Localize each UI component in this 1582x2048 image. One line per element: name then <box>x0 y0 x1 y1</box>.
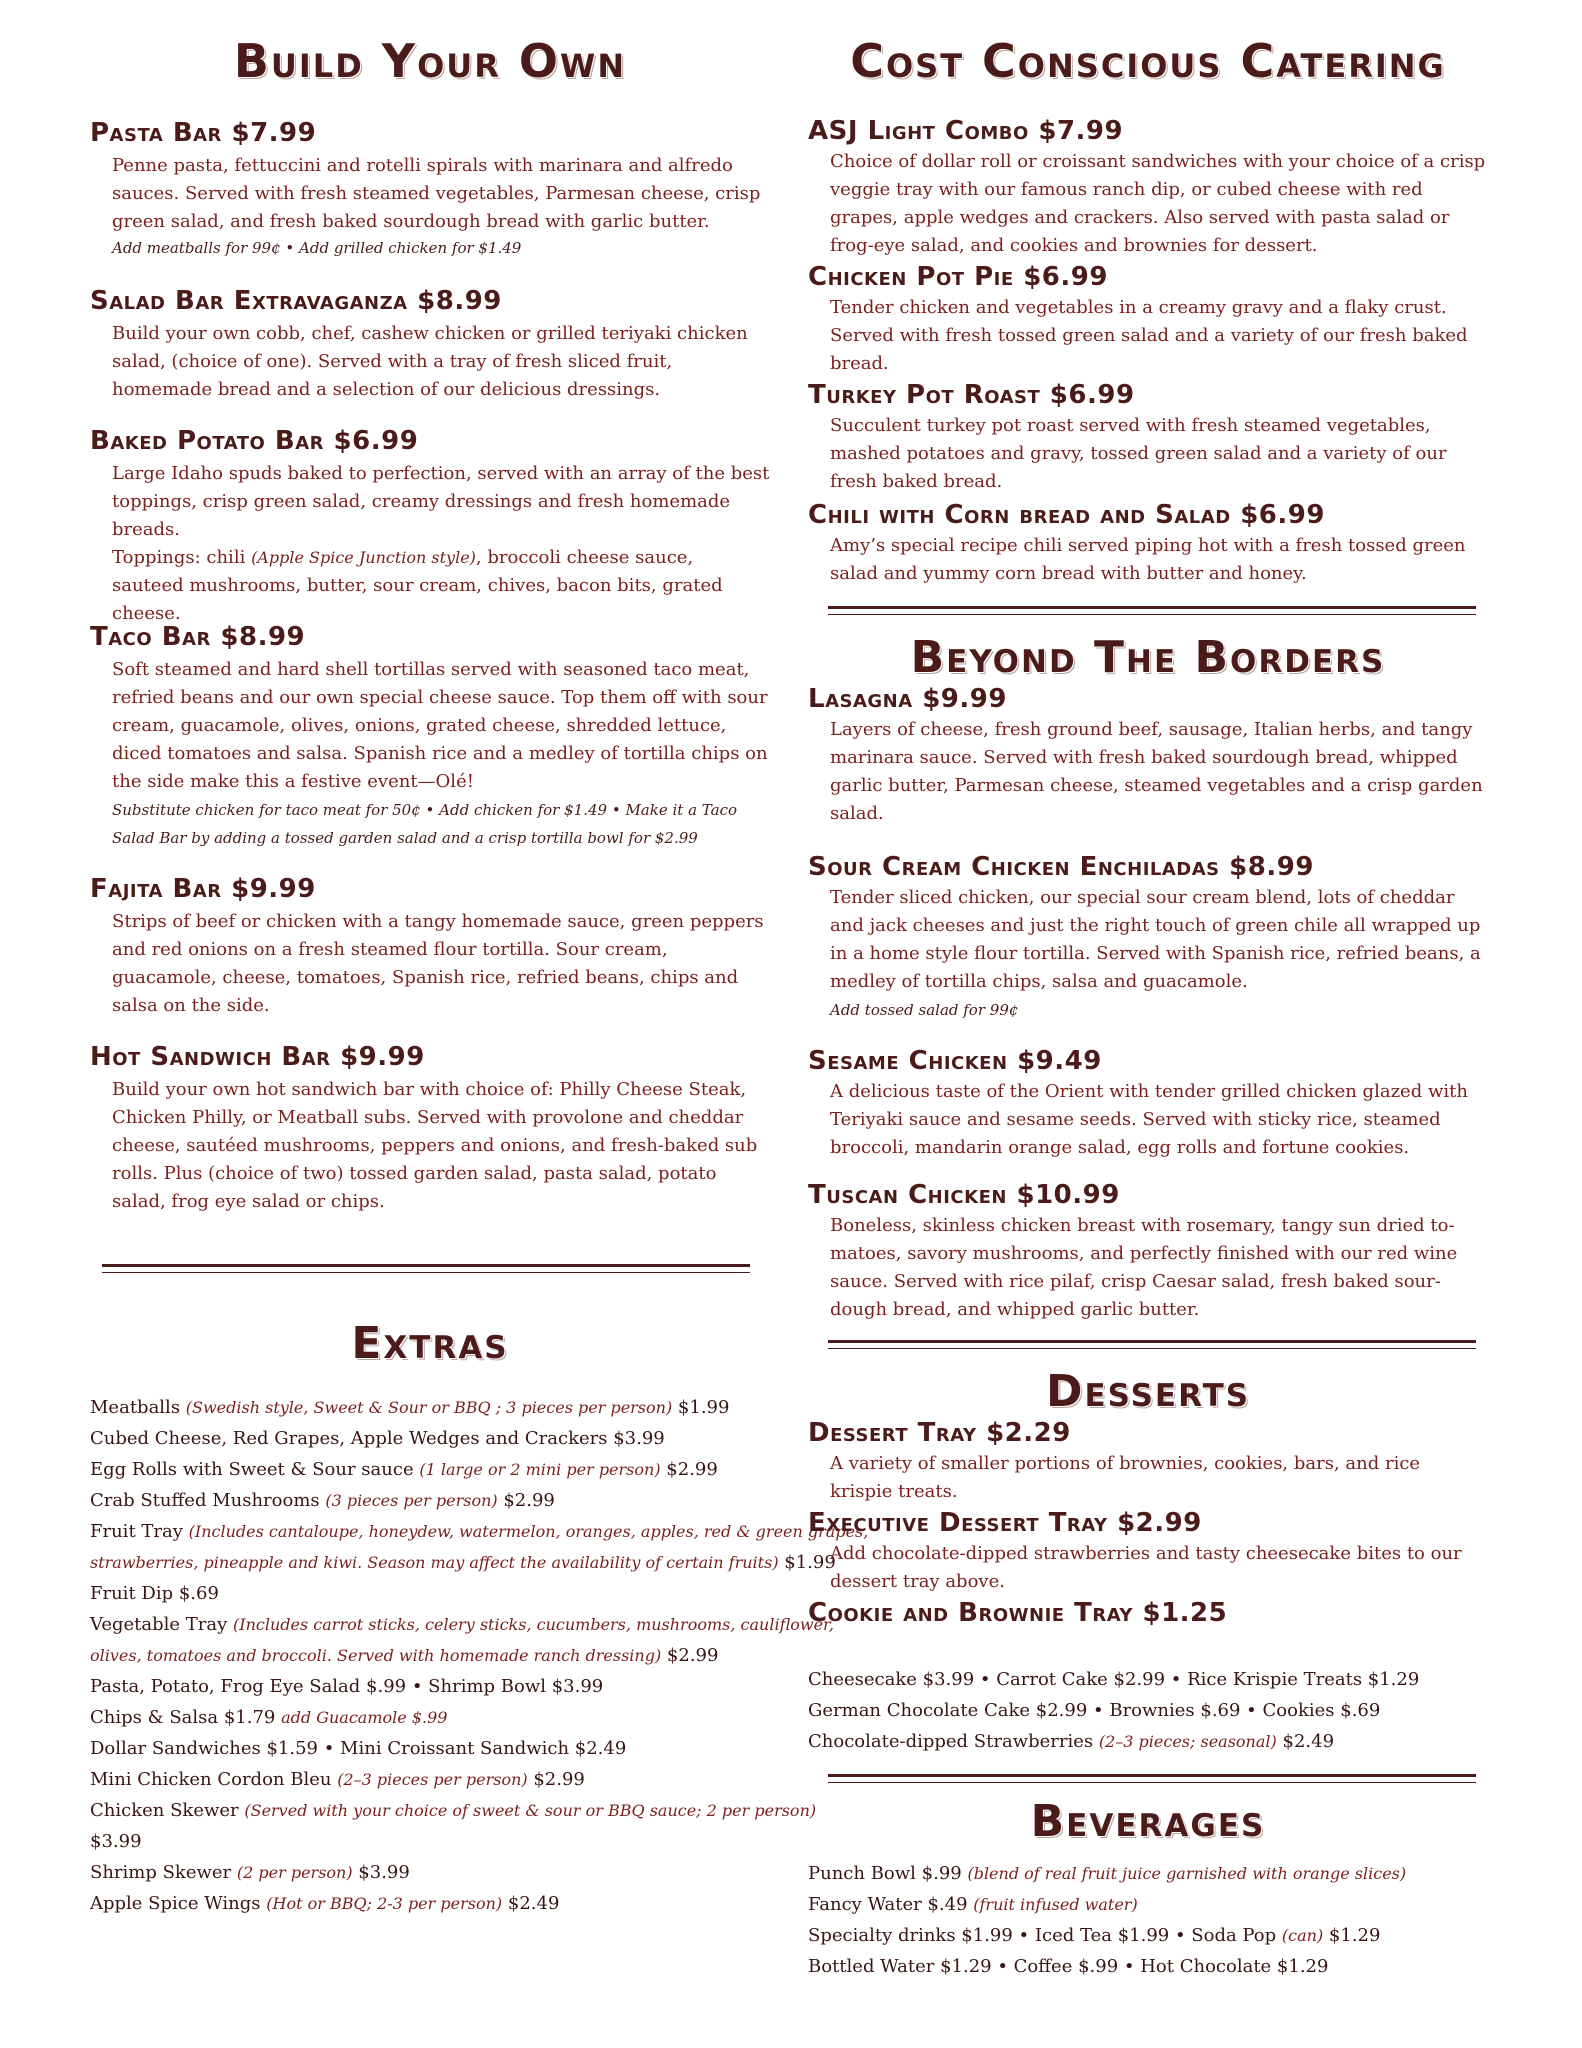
extras-line <box>90 1857 780 1888</box>
item-description: Layers of cheese, fresh ground beef, sausage, Italian herbs, and tangy marinara sauce. Served with fresh baked sourdough bread, whipped garlic butter, Parmesan cheese, steamed vegetables and a crisp garden salad. <box>830 719 1483 824</box>
line-note: (3 pieces per person) <box>325 1491 498 1510</box>
line-text: Fruit Dip $.69 <box>90 1583 219 1604</box>
line-note: (2 per person) <box>236 1863 353 1882</box>
item-title: Cookie and Brownie Tray $1.25 <box>808 1598 1228 1628</box>
line-note: (1 large or 2 mini per person) <box>419 1460 661 1479</box>
item-description: Soft steamed and hard shell tortillas served with seasoned taco meat, refried beans and our own special cheese sauce. Top them off with sour cream, guacamole, olives, onions, grated cheese, shredded lettuce, diced tomatoes and salsa. Spanish rice and a medley of tortilla chips on the side make this a festive event—Olé! <box>112 659 768 792</box>
line-price: $3.99 <box>352 1862 410 1883</box>
line-text: Egg Rolls with Sweet & Sour sauce <box>90 1459 420 1480</box>
line-text: Dollar Sandwiches $1.59 • Mini Croissant Sandwich $2.49 <box>90 1738 627 1759</box>
section-divider <box>828 1340 1476 1349</box>
item-description: Tender chicken and vegetables in a creamy gravy and a flaky crust. Served with fresh tossed green salad and a variety of our fresh baked bread. <box>830 297 1468 374</box>
item-description: A delicious taste of the Orient with tender grilled chicken glazed with Teriyaki sauce and sesame seeds. Served with sticky rice, steamed broccoli, mandarin orange salad, egg rolls and fortune cookies. <box>830 1081 1468 1158</box>
line-text: Punch Bowl $.99 <box>808 1863 968 1884</box>
line-text: Cubed Cheese, Red Grapes, Apple Wedges and Crackers $3.99 <box>90 1428 665 1449</box>
beverage-line <box>808 1951 1498 1982</box>
item-title: ASJ Light Combo $7.99 <box>808 116 1124 146</box>
line-price: $2.99 <box>661 1645 719 1666</box>
extras-line <box>90 1485 780 1516</box>
line-note: (Served with your choice of sweet & sour or BBQ sauce; 2 per person) <box>244 1801 817 1820</box>
menu-item-cookie-brownie-tray <box>808 1598 1488 1628</box>
extras-line <box>90 1764 780 1795</box>
extras-line <box>90 1516 869 1547</box>
menu-item-baked-potato-bar <box>90 426 770 628</box>
item-title: Baked Potato Bar $6.99 <box>90 426 419 456</box>
item-description: Large Idaho spuds baked to perfection, served with an array of the best toppings, crisp green salad, creamy dressings and fresh homemade breads. <box>112 463 770 540</box>
menu-item-fajita-bar <box>90 874 770 1020</box>
toppings-style-note: (Apple Spice Junction style) <box>251 548 476 567</box>
section-divider <box>102 1264 750 1273</box>
item-description: Boneless, skinless chicken breast with rosemary, tangy sun dried to-matoes, savory mushrooms, and perfectly finished with our red wine sauce. Served with rice pilaf, crisp Caesar salad, fresh baked sour-dough bread, and whipped garlic butter. <box>830 1215 1458 1320</box>
extras-line <box>90 1733 780 1764</box>
menu-item-tuscan-chicken <box>808 1180 1488 1324</box>
menu-item-dessert-tray <box>808 1418 1488 1506</box>
toppings-label: Toppings: chili <box>112 547 252 568</box>
line-text: Meatballs <box>90 1397 186 1418</box>
extras-line <box>90 1671 780 1702</box>
item-description: Penne pasta, fettuccini and rotelli spirals with marinara and alfredo sauces. Served with fresh steamed vegetables, Parmesan cheese, crisp green salad, and fresh baked sourdough bread with garlic butter. <box>112 155 761 232</box>
line-note: (2–3 pieces; seasonal) <box>1098 1732 1277 1751</box>
beverage-line <box>808 1889 1498 1920</box>
item-title: Fajita Bar $9.99 <box>90 874 316 904</box>
dessert-line <box>808 1695 1498 1726</box>
line-note: olives, tomatoes and broccoli. Served with homemade ranch dressing) <box>90 1646 662 1665</box>
item-title: Dessert Tray $2.29 <box>808 1418 1071 1448</box>
menu-item-executive-dessert-tray <box>808 1508 1488 1596</box>
extras-line <box>90 1423 780 1454</box>
item-note: Add meatballs for 99¢ • Add grilled chicken for $1.49 <box>112 239 522 257</box>
line-price: $2.99 <box>497 1490 555 1511</box>
item-description: A variety of smaller portions of brownies, cookies, bars, and rice krispie treats. <box>830 1453 1421 1502</box>
menu-item-asj-light-combo <box>808 116 1488 260</box>
item-title: Lasagna $9.99 <box>808 684 1007 714</box>
beyond-the-borders-heading: Beyond The Borders <box>910 632 1386 683</box>
item-description: Amy’s special recipe chili served piping hot with a fresh tossed green salad and yummy corn bread with butter and honey. <box>830 535 1466 584</box>
item-description: Build your own cobb, chef, cashew chicken or grilled teriyaki chicken salad, (choice of one). Served with a tray of fresh sliced fruit, homemade bread and a selection of our delicious dressings. <box>112 323 748 400</box>
beverage-line <box>808 1920 1498 1951</box>
line-text: Fruit Tray <box>90 1521 189 1542</box>
item-title: Chili with Corn bread and Salad $6.99 <box>808 500 1325 530</box>
menu-item-lasagna <box>808 684 1488 828</box>
extras-line <box>90 1454 780 1485</box>
extras-line <box>90 1795 817 1826</box>
item-title: Tuscan Chicken $10.99 <box>808 1180 1120 1210</box>
line-note: (blend of real fruit juice garnished with orange slices) <box>967 1864 1407 1883</box>
cost-conscious-heading: Cost Conscious Catering <box>850 34 1446 88</box>
extras-heading: Extras <box>351 1318 509 1369</box>
item-description: Build your own hot sandwich bar with choice of: Philly Cheese Steak, Chicken Philly, or Meatball subs. Served with provolone and cheddar cheese, sautéed mushrooms, peppers and onions, and fresh-baked sub rolls. Plus (choice of two) tossed garden salad, pasta salad, potato salad, frog eye salad or chips. <box>112 1079 758 1212</box>
line-text: Fancy Water $.49 <box>808 1894 974 1915</box>
item-note: Add tossed salad for 99¢ <box>830 1001 1019 1019</box>
beverages-heading: Beverages <box>1030 1796 1266 1847</box>
line-price: $2.49 <box>1276 1731 1335 1752</box>
item-toppings <box>112 544 770 628</box>
menu-item-salad-bar <box>90 286 770 404</box>
item-title: Executive Dessert Tray $2.99 <box>808 1508 1202 1538</box>
beverage-line <box>808 1858 1498 1889</box>
line-text: Apple Spice Wings <box>90 1893 267 1914</box>
beverage-list <box>808 1858 1498 1982</box>
desserts-heading: Desserts <box>1045 1366 1251 1417</box>
extras-line <box>90 1826 780 1857</box>
dessert-price-list <box>808 1664 1498 1757</box>
build-your-own-heading: Build Your Own <box>233 34 627 88</box>
extras-list <box>90 1392 869 1919</box>
item-title: Chicken Pot Pie $6.99 <box>808 262 1108 292</box>
item-title: Hot Sandwich Bar $9.99 <box>90 1042 425 1072</box>
menu-item-hot-sandwich-bar <box>90 1042 770 1216</box>
line-note: (Includes carrot sticks, celery sticks, cucumbers, mushrooms, cauliflower, <box>233 1615 835 1634</box>
line-text: Pasta, Potato, Frog Eye Salad $.99 • Shrimp Bowl $3.99 <box>90 1676 604 1697</box>
extras-line <box>90 1547 836 1578</box>
line-price: $1.99 <box>778 1552 836 1573</box>
line-text: $3.99 <box>90 1831 142 1852</box>
item-description: Strips of beef or chicken with a tangy homemade sauce, green peppers and red onions on a fresh steamed flour tortilla. Sour cream, guacamole, cheese, tomatoes, Spanish rice, refried beans, chips and salsa on the side. <box>112 911 764 1016</box>
line-note: (2–3 pieces per person) <box>337 1770 528 1789</box>
line-text: Chicken Skewer <box>90 1800 245 1821</box>
line-note: (Hot or BBQ; 2-3 per person) <box>266 1894 503 1913</box>
line-text: Bottled Water $1.29 • Coffee $.99 • Hot Chocolate $1.29 <box>808 1956 1329 1977</box>
item-title: Sour Cream Chicken Enchiladas $8.99 <box>808 852 1314 882</box>
extras-line <box>90 1888 780 1919</box>
line-price: $1.29 <box>1323 1925 1381 1946</box>
extras-line <box>90 1392 780 1423</box>
menu-item-taco-bar <box>90 622 770 852</box>
extras-line <box>90 1640 780 1671</box>
menu-item-turkey-pot-roast <box>808 380 1488 496</box>
menu-item-chicken-pot-pie <box>808 262 1488 378</box>
item-description: Choice of dollar roll or croissant sandwiches with your choice of a crisp veggie tray with our famous ranch dip, or cubed cheese with red grapes, apple wedges and crackers. Also served with pasta salad or frog-eye salad, and cookies and brownies for dessert. <box>830 151 1486 256</box>
line-price: $1.99 <box>672 1397 730 1418</box>
extras-line <box>90 1578 780 1609</box>
line-note: strawberries, pineapple and kiwi. Season may affect the availability of certain fruits) <box>90 1553 779 1572</box>
line-note: (can) <box>1281 1926 1324 1945</box>
line-text: Chocolate-dipped Strawberries <box>808 1731 1099 1752</box>
item-title: Pasta Bar $7.99 <box>90 118 317 148</box>
item-title: Taco Bar $8.99 <box>90 622 306 652</box>
menu-item-pasta-bar <box>90 118 770 262</box>
menu-item-sour-cream-enchiladas <box>808 852 1488 1024</box>
item-description: Tender sliced chicken, our special sour cream blend, lots of cheddar and jack cheeses and just the right touch of green chile all wrapped up in a home style flour tortilla. Served with Spanish rice, refried beans, a medley of tortilla chips, salsa and guacamole. <box>830 887 1481 992</box>
menu-item-sesame-chicken <box>808 1046 1488 1162</box>
line-note: (fruit infused water) <box>973 1895 1138 1914</box>
line-text: Specialty drinks $1.99 • Iced Tea $1.99 • Soda Pop <box>808 1925 1282 1946</box>
line-text: Crab Stuffed Mushrooms <box>90 1490 326 1511</box>
extras-line <box>90 1702 780 1733</box>
line-text: Chips & Salsa $1.79 <box>90 1707 282 1728</box>
dessert-line <box>808 1726 1498 1757</box>
line-text: Shrimp Skewer <box>90 1862 237 1883</box>
line-note: (Includes cantaloupe, honeydew, watermelon, oranges, apples, red & green grapes, <box>188 1522 869 1541</box>
item-title: Sesame Chicken $9.49 <box>808 1046 1102 1076</box>
line-text: German Chocolate Cake $2.99 • Brownies $.69 • Cookies $.69 <box>808 1700 1381 1721</box>
item-title: Salad Bar Extravaganza $8.99 <box>90 286 502 316</box>
dessert-line <box>808 1664 1498 1695</box>
line-text: Mini Chicken Cordon Bleu <box>90 1769 338 1790</box>
line-price: $2.99 <box>527 1769 585 1790</box>
section-divider <box>828 606 1476 615</box>
section-divider <box>828 1774 1476 1783</box>
item-description: Add chocolate-dipped strawberries and tasty cheesecake bites to our dessert tray above. <box>830 1543 1462 1592</box>
line-price: $2.49 <box>502 1893 560 1914</box>
item-note: Substitute chicken for taco meat for 50¢ • Add chicken for $1.49 • Make it a Taco Salad Bar by adding a tossed garden salad and a crisp tortilla bowl for $2.99 <box>112 801 738 847</box>
line-price: $2.99 <box>660 1459 718 1480</box>
item-title: Turkey Pot Roast $6.99 <box>808 380 1135 410</box>
line-text: Cheesecake $3.99 • Carrot Cake $2.99 • Rice Krispie Treats $1.29 <box>808 1669 1420 1690</box>
toppings-list: , broccoli cheese sauce, sauteed mushrooms, butter, sour cream, chives, bacon bits, grated cheese. <box>112 547 723 624</box>
item-description: Succulent turkey pot roast served with fresh steamed vegetables, mashed potatoes and gravy, tossed green salad and a variety of our fresh baked bread. <box>830 415 1447 492</box>
line-note: (Swedish style, Sweet & Sour or BBQ ; 3 pieces per person) <box>185 1398 673 1417</box>
extras-line <box>90 1609 835 1640</box>
line-text: Vegetable Tray <box>90 1614 234 1635</box>
line-note: add Guacamole $.99 <box>281 1708 448 1727</box>
menu-item-chili-corn-bread <box>808 500 1488 588</box>
